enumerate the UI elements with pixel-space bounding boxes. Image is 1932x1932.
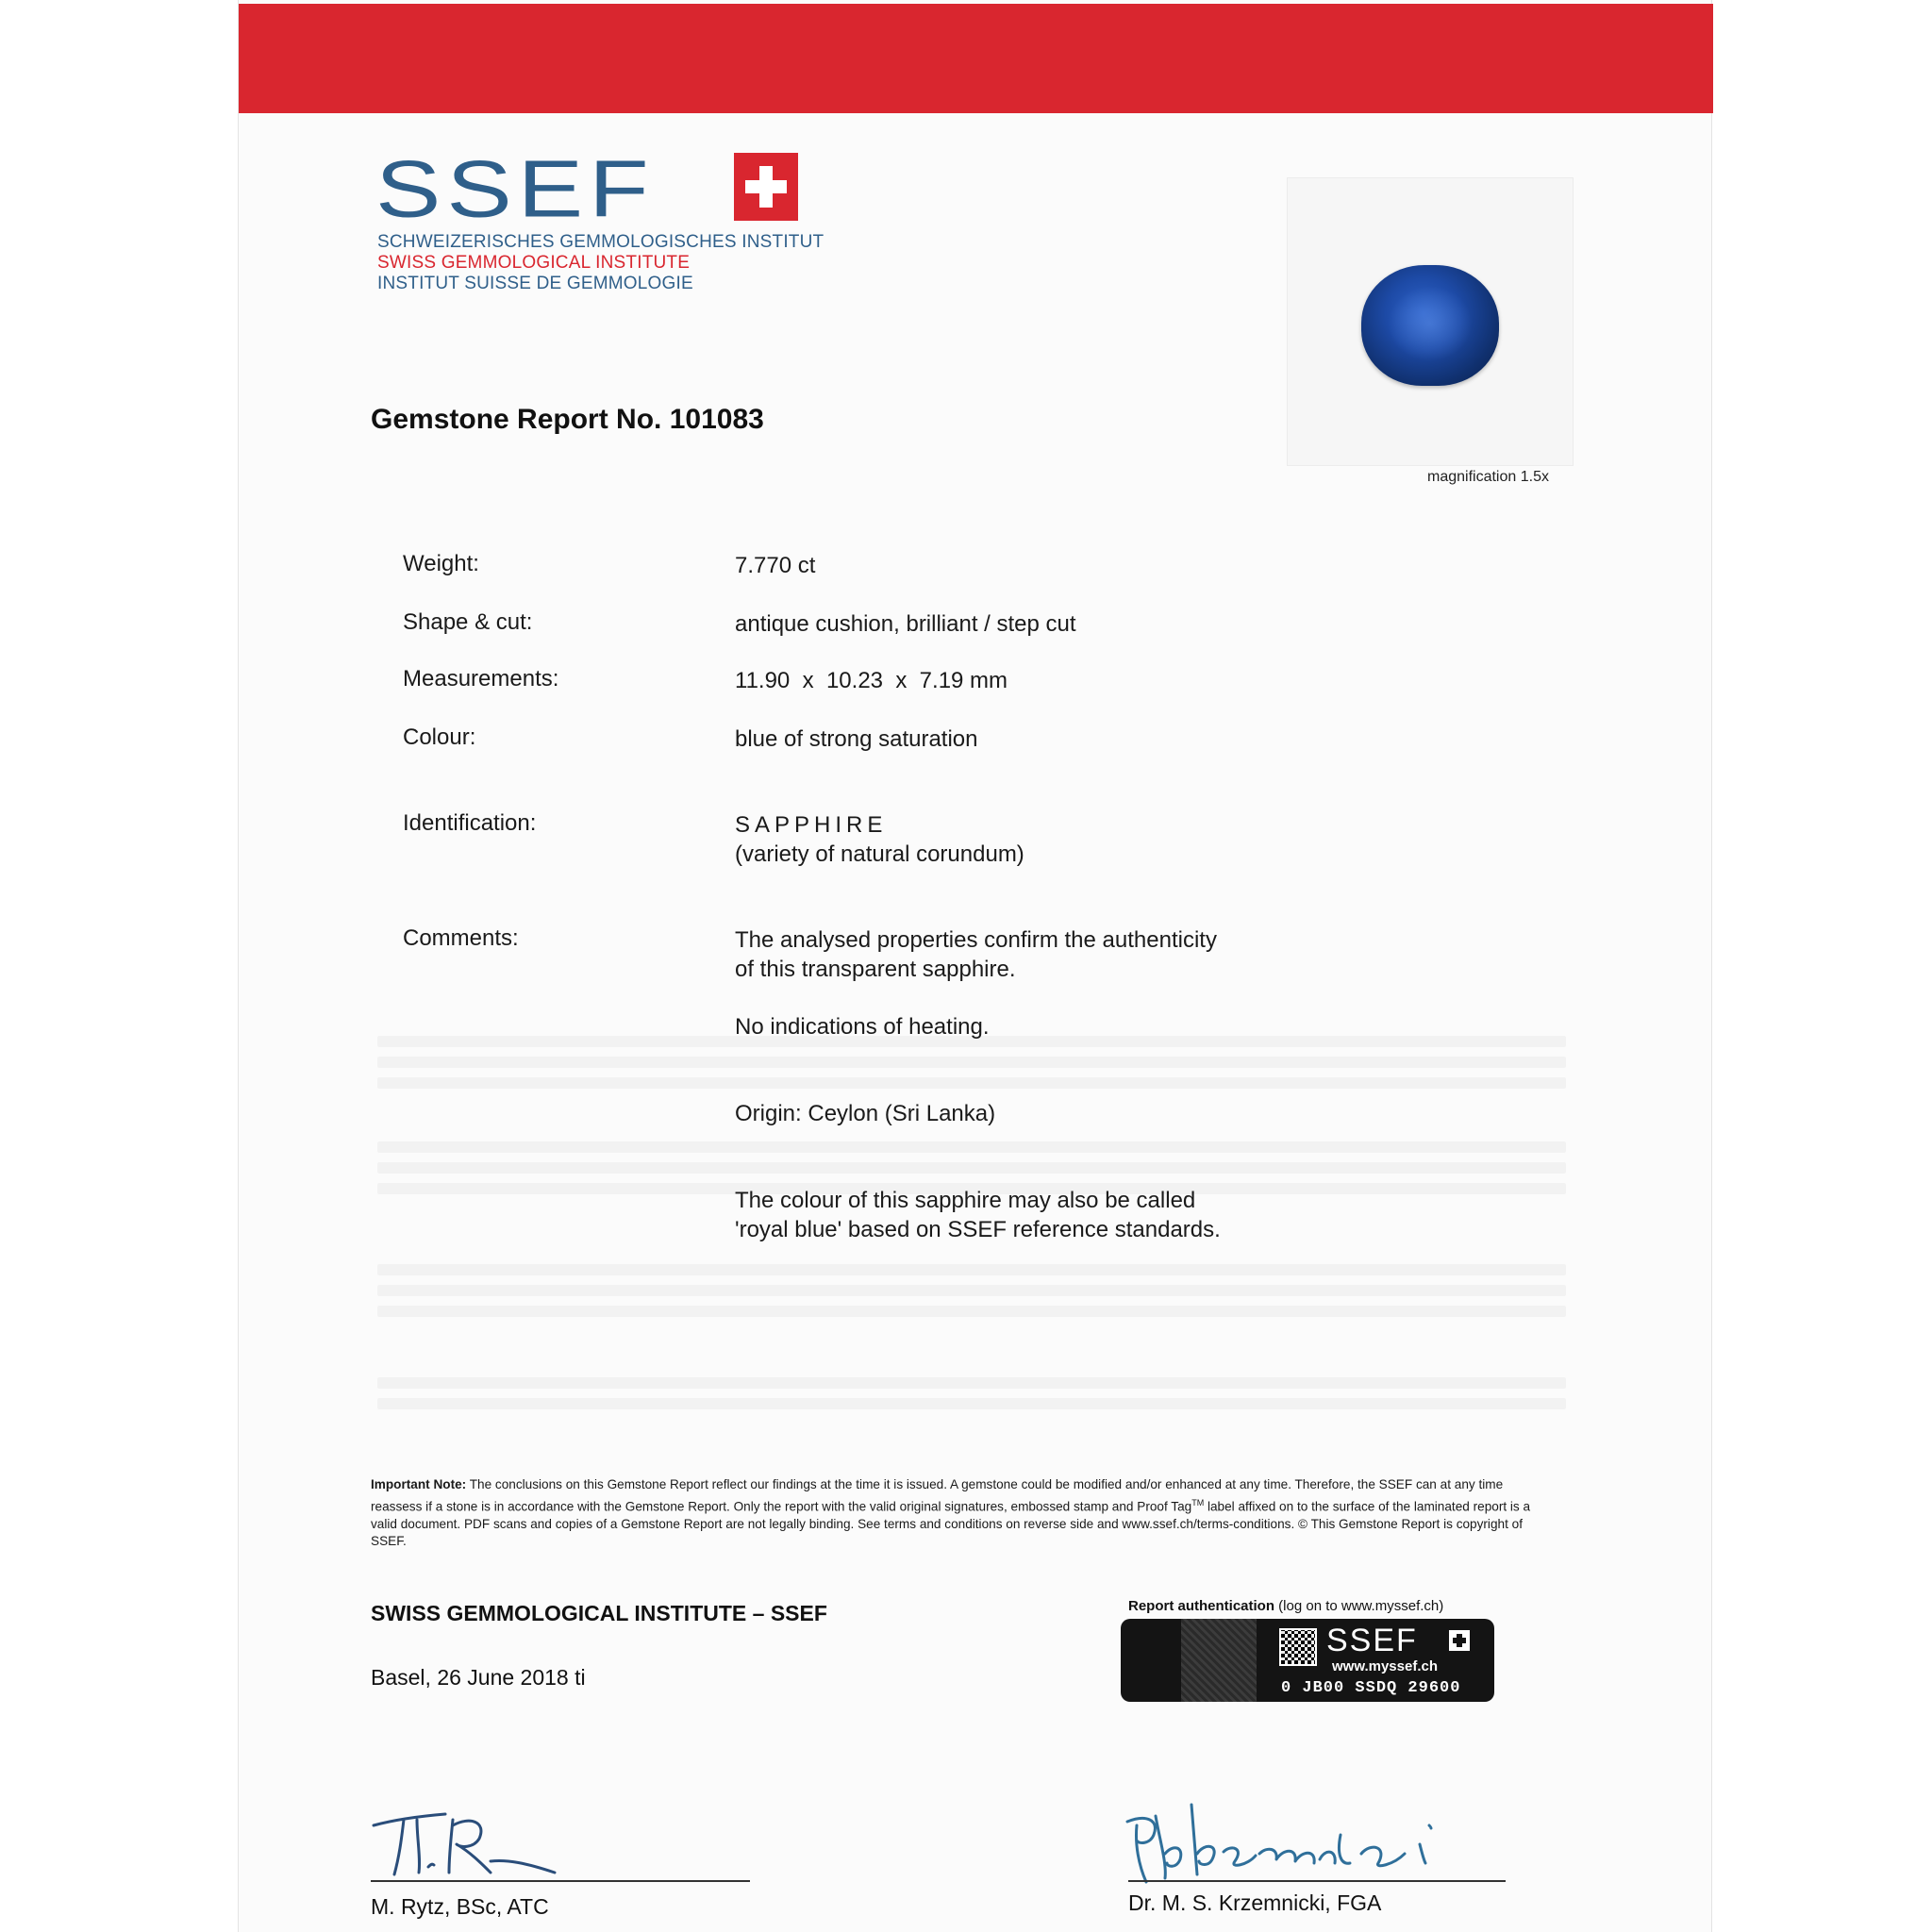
identification-label: Identification: (403, 810, 537, 836)
watermark-line (377, 1377, 1566, 1389)
shape-value: antique cushion, brilliant / step cut (735, 611, 1076, 637)
comment-royal-blue (735, 1186, 1221, 1244)
signature-line-right (1128, 1880, 1506, 1882)
watermark-line (377, 1306, 1566, 1317)
gem-photo (1287, 177, 1574, 466)
watermark-line (377, 1077, 1566, 1089)
colour-value: blue of strong saturation (735, 726, 978, 752)
top-red-band (239, 4, 1713, 113)
identification-variety: (variety of natural corundum) (735, 841, 1024, 867)
signature-line-left (371, 1880, 750, 1882)
important-note-text: The conclusions on this Gemstone Report reflect our findings at the time it is issued. A gemstone could be modified and/or enhanced at any time. Therefore, the SSEF can at any time reassess if a stone is in accordance with the Gemstone Report. Only the report with the valid original signatures, embossed stamp and Proof Tag (371, 1477, 1504, 1514)
watermark-line (377, 1162, 1566, 1174)
watermark-line (377, 1264, 1566, 1275)
important-note-text-cont: label affixed on to the surface of the laminated report is a valid document. PDF scans and copies of a Gemstone Report are not legally binding. See terms and conditions on reverse side and www.ssef.ch/terms-conditions. © This Gemstone Report is copyright of SSEF. (371, 1499, 1531, 1549)
comment-heating: No indications of heating. (735, 1014, 990, 1040)
institute-name: SWISS GEMMOLOGICAL INSTITUTE – SSEF (371, 1601, 827, 1625)
magnification-caption: magnification 1.5x (1427, 469, 1549, 485)
weight-value: 7.770 ct (735, 553, 816, 578)
tag-code: 0 JB00 SSDQ 29600 (1281, 1679, 1461, 1697)
place-date: Basel, 26 June 2018 ti (371, 1665, 586, 1690)
shape-label: Shape & cut: (403, 609, 533, 635)
tag-url: www.myssef.ch (1332, 1658, 1438, 1674)
watermark-line (377, 1036, 1566, 1047)
comment-authenticity (735, 925, 1217, 984)
logo-line-french: INSTITUT SUISSE DE GEMMOLOGIE (377, 274, 693, 293)
measurements-value: 11.90 x 10.23 x 7.19 mm (735, 668, 1008, 693)
important-note-heading: Important Note: (371, 1477, 467, 1491)
watermark-line (377, 1057, 1566, 1068)
watermark-line (377, 1141, 1566, 1153)
comment-origin: Origin: Ceylon (Sri Lanka) (735, 1101, 996, 1126)
comment-line: The analysed properties confirm the authenticity (735, 927, 1217, 953)
colour-label: Colour: (403, 724, 476, 750)
comment-line: The colour of this sapphire may also be called (735, 1188, 1196, 1213)
signer-name-left: M. Rytz, BSc, ATC (371, 1894, 549, 1919)
signer-name-right: Dr. M. S. Krzemnicki, FGA (1128, 1890, 1382, 1915)
report-title: Gemstone Report No. 101083 (371, 404, 764, 435)
logo-wordmark: SSEF (375, 144, 655, 235)
identification-species: SAPPHIRE (735, 812, 888, 838)
swiss-cross-icon (734, 153, 798, 221)
sapphire-gem-icon (1361, 265, 1499, 386)
report-authentication-label (1128, 1598, 1443, 1614)
weight-label: Weight: (403, 551, 479, 576)
proof-tag (1121, 1619, 1494, 1702)
auth-label-rest: (log on to www.myssef.ch) (1274, 1598, 1444, 1614)
signature-left (366, 1807, 574, 1882)
signature-right (1118, 1797, 1486, 1891)
trademark-mark: TM (1191, 1497, 1205, 1507)
auth-label-bold: Report authentication (1128, 1598, 1275, 1614)
comments-label: Comments: (403, 925, 519, 951)
comment-line: of this transparent sapphire. (735, 957, 1016, 982)
watermark-line (377, 1183, 1566, 1194)
logo-line-english: SWISS GEMMOLOGICAL INSTITUTE (377, 253, 691, 273)
watermark-line (377, 1398, 1566, 1409)
tag-swiss-cross-icon (1449, 1630, 1470, 1651)
comment-line: 'royal blue' based on SSEF reference standards. (735, 1217, 1221, 1242)
identification-value (735, 810, 1024, 869)
hologram-icon (1181, 1619, 1257, 1702)
watermark-line (377, 1285, 1566, 1296)
qr-code-icon (1279, 1628, 1317, 1666)
logo-subtitle (377, 232, 824, 294)
tag-logo: SSEF (1326, 1623, 1418, 1658)
measurements-label: Measurements: (403, 666, 559, 691)
important-note (371, 1476, 1545, 1551)
logo-line-german: SCHWEIZERISCHES GEMMOLOGISCHES INSTITUT (377, 232, 824, 252)
